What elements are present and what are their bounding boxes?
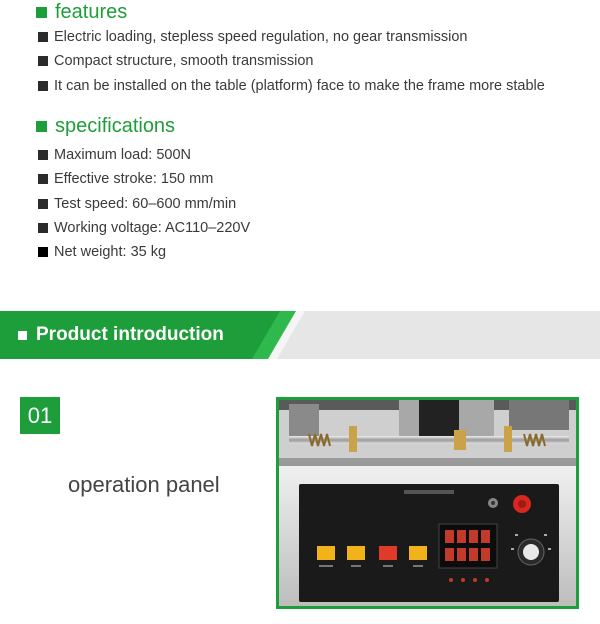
specifications-heading <box>36 115 175 138</box>
machine-panel-illustration <box>279 400 576 606</box>
square-bullet-icon <box>38 223 48 233</box>
square-bullet-icon <box>38 199 48 209</box>
specifications-heading-text: specifications <box>55 115 176 137</box>
list-item: It can be installed on the table (platform) face to make the frame more stable <box>38 74 545 98</box>
square-bullet-icon <box>38 150 48 160</box>
section-number-badge: 01 <box>20 397 60 434</box>
square-bullet-icon <box>38 81 48 91</box>
list-item: Electric loading, stepless speed regulation, no gear transmission <box>38 25 545 49</box>
green-square-icon <box>36 7 47 18</box>
features-list <box>38 25 545 98</box>
operation-panel-photo-frame <box>276 397 579 609</box>
list-item: Effective stroke: 150 mm <box>38 167 250 191</box>
square-bullet-icon <box>38 32 48 42</box>
list-item: Test speed: 60–600 mm/min <box>38 192 250 216</box>
list-item: Maximum load: 500N <box>38 143 250 167</box>
square-bullet-icon <box>38 247 48 257</box>
square-bullet-icon <box>38 56 48 66</box>
white-square-icon <box>18 331 27 340</box>
list-item: Compact structure, smooth transmission <box>38 49 545 73</box>
features-heading-text: features <box>55 1 128 23</box>
square-bullet-icon <box>38 174 48 184</box>
list-item: Working voltage: AC110–220V <box>38 216 250 240</box>
product-introduction-band <box>0 311 600 359</box>
specifications-list <box>38 143 250 264</box>
features-heading <box>36 1 127 24</box>
operation-panel-photo <box>279 400 576 606</box>
band-title: Product introduction <box>18 324 224 346</box>
section-label: operation panel <box>68 472 220 497</box>
list-item: Net weight: 35 kg <box>38 240 250 264</box>
green-square-icon <box>36 121 47 132</box>
